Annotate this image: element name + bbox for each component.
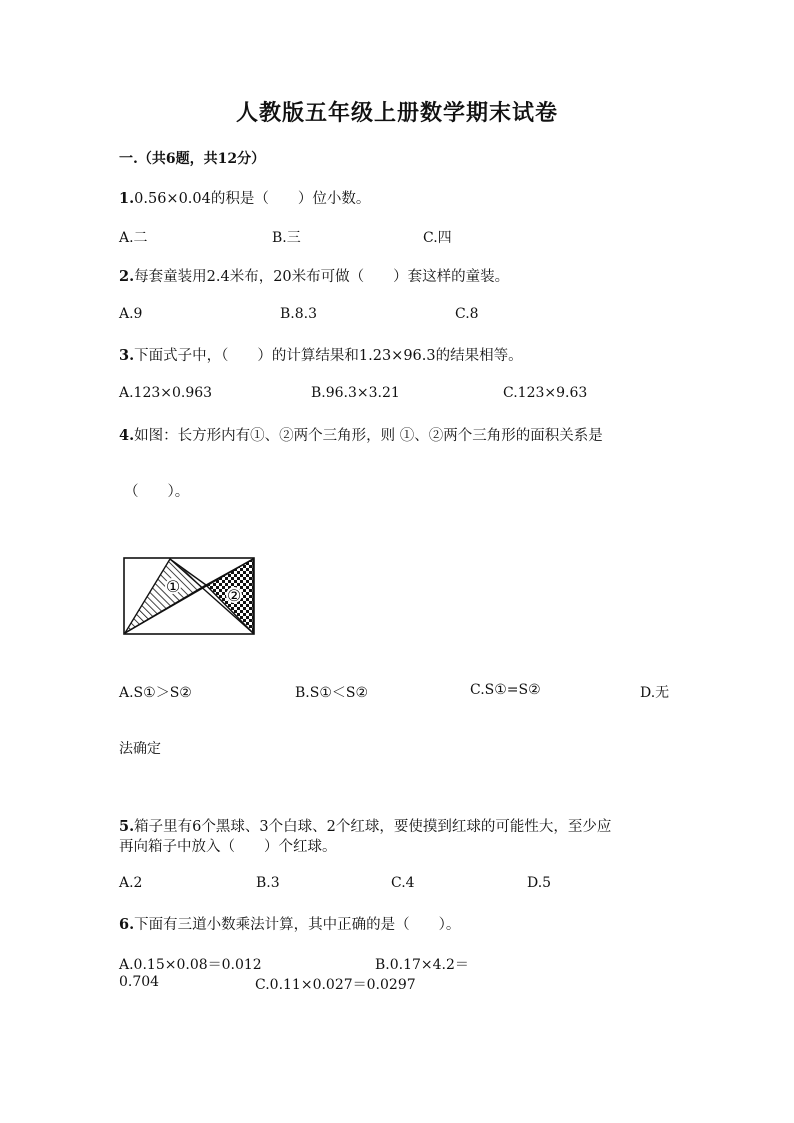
q2-option-c: C.8: [455, 306, 479, 322]
q2-option-a: A.9: [119, 306, 143, 322]
q5-option-a: A.2: [119, 875, 143, 891]
q1-option-c: C.四: [423, 230, 452, 246]
q5-option-d: D.5: [527, 875, 552, 891]
q6-option-b-continued: 0.704: [119, 974, 160, 990]
question-number: 4.: [119, 427, 135, 444]
q6-option-c: C.0.11×0.027＝0.0297: [255, 977, 416, 993]
page-title: 人教版五年级上册数学期末试卷: [235, 100, 558, 126]
question-1: [119, 187, 370, 208]
question-4-blank: （ ）。: [124, 484, 190, 500]
q5-option-c: C.4: [391, 875, 415, 891]
q6-option-a: A.0.15×0.08＝0.012: [119, 957, 262, 973]
question-6: [119, 913, 460, 934]
q4-option-d-continued: 法确定: [119, 741, 161, 757]
q3-option-a: A.123×0.963: [119, 385, 213, 401]
question-text: 箱子里有6个黑球、3个白球、2个红球，要使摸到红球的可能性大，至少应: [134, 819, 612, 835]
q3-option-b: B.96.3×3.21: [311, 385, 400, 401]
rectangle-triangles-figure: [120, 556, 260, 644]
question-number: 1.: [119, 190, 135, 207]
question-text: 每套童装用2.4米布，20米布可做（ ）套这样的童装。: [134, 269, 510, 285]
triangle-2-label: ②: [226, 586, 242, 605]
section-header: 一.（共6题，共12分）: [119, 151, 266, 167]
question-2: [119, 265, 509, 286]
question-text: 0.56×0.04的积是（ ）位小数。: [134, 191, 371, 207]
question-number: 5.: [119, 818, 135, 835]
triangle-1-label: ①: [165, 577, 181, 596]
question-number: 2.: [119, 268, 135, 285]
question-text: 下面式子中，（ ）的计算结果和1.23×96.3的结果相等。: [134, 348, 523, 364]
question-number: 3.: [119, 347, 135, 364]
question-text: 如图：长方形内有①、②两个三角形，则 ①、②两个三角形的面积关系是: [134, 428, 603, 444]
q6-option-b: B.0.17×4.2＝: [375, 957, 469, 973]
q4-option-c: C.S①=S②: [470, 682, 541, 698]
question-5: [119, 815, 611, 836]
question-3: [119, 344, 523, 365]
q2-option-b: B.8.3: [280, 306, 318, 322]
question-5-line-2: 再向箱子中放入（ ）个红球。: [119, 839, 337, 855]
question-4: [119, 424, 603, 445]
question-number: 6.: [119, 916, 135, 933]
q1-option-b: B.三: [272, 230, 301, 246]
question-text: 下面有三道小数乘法计算，其中正确的是（ ）。: [134, 917, 461, 933]
q4-option-d: D.无: [640, 685, 670, 701]
q1-option-a: A.二: [119, 230, 148, 246]
q4-option-b: B.S①＜S②: [295, 685, 369, 701]
q3-option-c: C.123×9.63: [503, 385, 588, 401]
q4-option-a: A.S①＞S②: [119, 685, 192, 701]
q5-option-b: B.3: [256, 875, 280, 891]
